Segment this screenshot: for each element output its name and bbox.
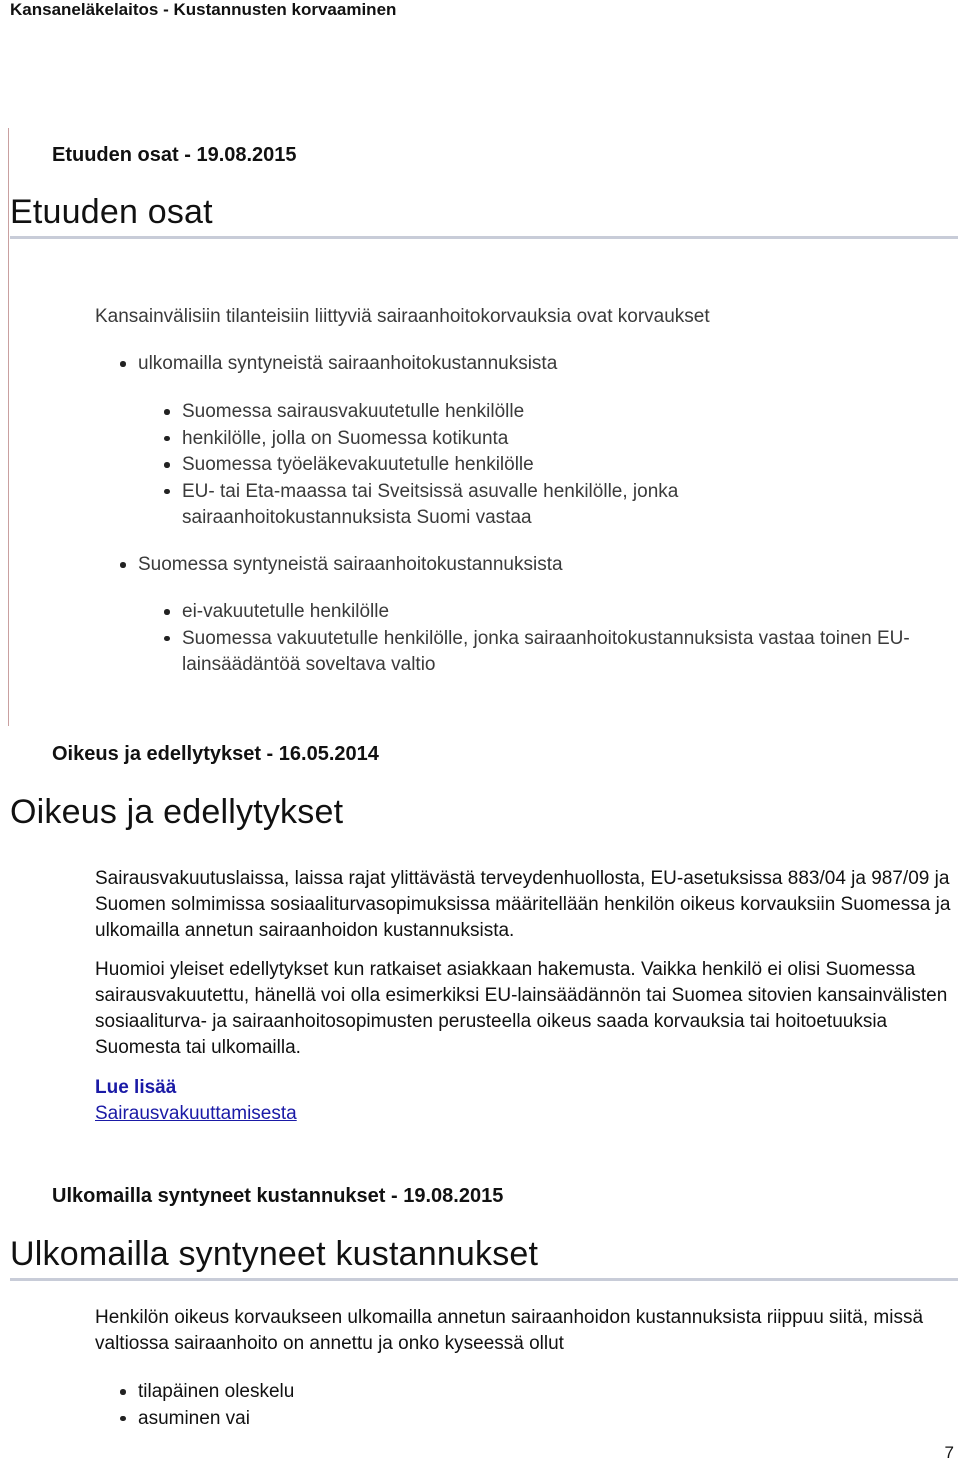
nested-bullet-list: [182, 399, 882, 532]
section-left-border: [8, 128, 9, 726]
read-more-link[interactable]: Sairausvakuuttamisesta: [95, 1103, 297, 1124]
list-item: Suomessa vakuutetulle henkilölle, jonka sairaanhoitokustannuksista vastaa toinen EU-lainsäädäntöä soveltava valtio: [182, 626, 922, 679]
paragraph: Henkilön oikeus korvaukseen ulkomailla annetun sairaanhoidon kustannuksista riippuu siitä, missä valtiossa sairaanhoito on annettu ja onko kyseessä ollut: [95, 1307, 924, 1354]
list-item: tilapäinen oleskelu: [138, 1379, 938, 1406]
list-item: Suomessa syntyneistä sairaanhoitokustannuksista: [138, 552, 938, 579]
list-item: ei-vakuutetulle henkilölle: [182, 599, 922, 626]
list-item: Suomessa työeläkevakuutetulle henkilölle: [182, 452, 882, 479]
list-item: henkilölle, jolla on Suomessa kotikunta: [182, 426, 882, 453]
section-subtitle: Etuuden osat - 19.08.2015: [52, 144, 297, 166]
heading-rule: [10, 1278, 958, 1281]
page-number: 7: [944, 1443, 954, 1462]
section-subtitle: Oikeus ja edellytykset - 16.05.2014: [52, 743, 379, 765]
list-item: asuminen vai: [138, 1406, 938, 1433]
bullet-list: [138, 552, 938, 579]
section-heading: Ulkomailla syntyneet kustannukset: [10, 1235, 539, 1273]
section-heading: Etuuden osat: [10, 193, 213, 231]
nested-bullet-list: [182, 599, 922, 679]
bullet-list: [138, 1379, 938, 1432]
list-item: ulkomailla syntyneistä sairaanhoitokustannuksista: [138, 351, 938, 378]
bullet-list: [138, 351, 938, 378]
read-more-label: Lue lisää: [95, 1077, 177, 1098]
heading-rule: [10, 236, 958, 239]
section-subtitle: Ulkomailla syntyneet kustannukset - 19.08.2015: [52, 1185, 504, 1207]
section-heading: Oikeus ja edellytykset: [10, 793, 344, 831]
list-item: EU- tai Eta-maassa tai Sveitsissä asuvalle henkilölle, jonka sairaanhoitokustannuksista Suomi vastaa: [182, 479, 882, 532]
intro-paragraph: Kansainvälisiin tilanteisiin liittyviä sairaanhoitokorvauksia ovat korvaukset: [95, 306, 710, 327]
paragraph: Huomioi yleiset edellytykset kun ratkaiset asiakkaan hakemusta. Vaikka henkilö ei olisi Suomessa sairausvakuutettu, hänellä voi olla esimerkiksi EU-lainsäädännön tai Suomea sitovien kansainvälisten sosiaaliturva- ja sairaanhoitosopimusten perusteella oikeus saada korvauksia tai hoitoetuuksia Suomesta tai ulkomailla.: [95, 959, 948, 1058]
document-header: Kansaneläkelaitos - Kustannusten korvaaminen: [10, 0, 397, 19]
list-item: Suomessa sairausvakuutetulle henkilölle: [182, 399, 882, 426]
paragraph: Sairausvakuutuslaissa, laissa rajat ylittävästä terveydenhuollosta, EU-asetuksissa 883/04 ja 987/09 ja Suomen solmimissa sosiaaliturvasopimuksissa määritellään henkilön oikeus korvauksiin Suomessa ja ulkomailla annetun sairaanhoidon kustannuksista.: [95, 868, 951, 941]
